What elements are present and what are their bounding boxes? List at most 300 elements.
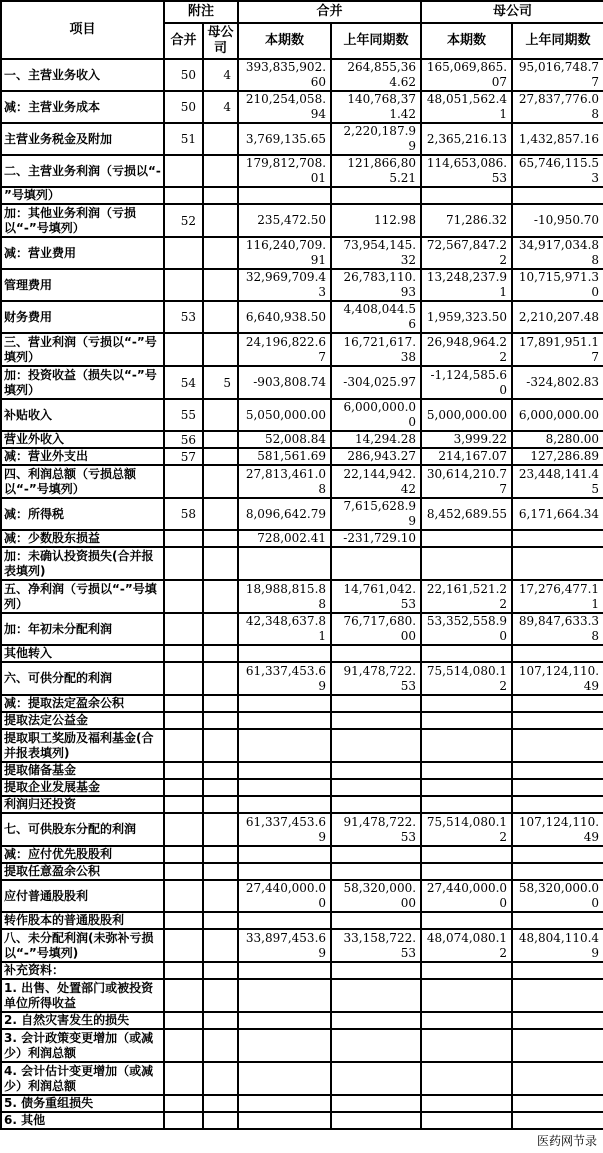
consolidated-prior-cell bbox=[331, 1029, 421, 1062]
parent-current-cell bbox=[421, 530, 512, 547]
parent-current-cell bbox=[421, 1095, 512, 1112]
table-row bbox=[1, 929, 603, 962]
consolidated-current-cell: 61,337,453.69 bbox=[238, 662, 331, 695]
parent-current-cell: 165,069,865.07 bbox=[421, 59, 512, 91]
note-consolidated-cell bbox=[164, 880, 203, 912]
note-consolidated-cell bbox=[164, 465, 203, 498]
row-label: 减：营业外支出 bbox=[1, 448, 164, 465]
parent-prior-cell: 17,276,477.11 bbox=[512, 580, 603, 613]
row-label: 3. 会计政策变更增加（或减少）利润总额 bbox=[1, 1029, 164, 1062]
note-consolidated-cell bbox=[164, 762, 203, 779]
consolidated-prior-cell bbox=[331, 1012, 421, 1029]
table-row bbox=[1, 712, 603, 729]
note-parent-cell bbox=[203, 880, 238, 912]
row-label: ”号填列） bbox=[1, 187, 164, 204]
parent-prior-cell bbox=[512, 530, 603, 547]
table-row bbox=[1, 962, 603, 979]
parent-prior-cell bbox=[512, 1095, 603, 1112]
col-header-parent: 母公司 bbox=[421, 1, 603, 23]
consolidated-prior-cell bbox=[331, 779, 421, 796]
row-label: 营业外收入 bbox=[1, 431, 164, 448]
note-consolidated-cell bbox=[164, 1062, 203, 1095]
row-label: 减：提取法定盈余公积 bbox=[1, 695, 164, 712]
parent-prior-cell: 10,715,971.30 bbox=[512, 269, 603, 301]
row-label: 财务费用 bbox=[1, 301, 164, 333]
table-row bbox=[1, 863, 603, 880]
consolidated-current-cell: 33,897,453.69 bbox=[238, 929, 331, 962]
note-consolidated-cell bbox=[164, 662, 203, 695]
consolidated-prior-cell: 121,866,805.21 bbox=[331, 155, 421, 187]
row-label: 4. 会计估计变更增加（或减少）利润总额 bbox=[1, 1062, 164, 1095]
col-header-note-parent: 母公司 bbox=[203, 23, 238, 59]
parent-prior-cell: 27,837,776.08 bbox=[512, 91, 603, 123]
parent-current-cell: 3,999.22 bbox=[421, 431, 512, 448]
parent-prior-cell: 34,917,034.88 bbox=[512, 237, 603, 269]
parent-prior-cell bbox=[512, 645, 603, 662]
parent-prior-cell: -324,802.83 bbox=[512, 366, 603, 399]
consolidated-current-cell bbox=[238, 962, 331, 979]
consolidated-current-cell: 8,096,642.79 bbox=[238, 498, 331, 530]
parent-prior-cell: 2,210,207.48 bbox=[512, 301, 603, 333]
note-consolidated-cell bbox=[164, 712, 203, 729]
parent-current-cell bbox=[421, 1112, 512, 1129]
parent-current-cell bbox=[421, 962, 512, 979]
note-consolidated-cell: 56 bbox=[164, 431, 203, 448]
note-consolidated-cell: 54 bbox=[164, 366, 203, 399]
parent-prior-cell bbox=[512, 547, 603, 580]
parent-prior-cell: 1,432,857.16 bbox=[512, 123, 603, 155]
parent-current-cell bbox=[421, 187, 512, 204]
note-parent-cell bbox=[203, 1062, 238, 1095]
parent-current-cell: 1,959,323.50 bbox=[421, 301, 512, 333]
parent-prior-cell bbox=[512, 912, 603, 929]
table-row bbox=[1, 431, 603, 448]
table-row bbox=[1, 613, 603, 645]
consolidated-prior-cell bbox=[331, 547, 421, 580]
consolidated-prior-cell: 76,717,680.00 bbox=[331, 613, 421, 645]
parent-current-cell bbox=[421, 863, 512, 880]
parent-prior-cell: 8,280.00 bbox=[512, 431, 603, 448]
row-label: 四、利润总额（亏损总额以“-”号填列） bbox=[1, 465, 164, 498]
table-row bbox=[1, 399, 603, 431]
note-parent-cell bbox=[203, 547, 238, 580]
row-label: 六、可供分配的利润 bbox=[1, 662, 164, 695]
consolidated-prior-cell: 73,954,145.32 bbox=[331, 237, 421, 269]
consolidated-prior-cell bbox=[331, 863, 421, 880]
parent-prior-cell: 58,320,000.00 bbox=[512, 880, 603, 912]
consolidated-current-cell: 210,254,058.94 bbox=[238, 91, 331, 123]
consolidated-current-cell: 3,769,135.65 bbox=[238, 123, 331, 155]
header-row-groups bbox=[1, 1, 603, 23]
note-consolidated-cell bbox=[164, 912, 203, 929]
note-consolidated-cell bbox=[164, 155, 203, 187]
parent-current-cell bbox=[421, 712, 512, 729]
consolidated-prior-cell bbox=[331, 187, 421, 204]
parent-prior-cell bbox=[512, 729, 603, 762]
parent-current-cell: 72,567,847.22 bbox=[421, 237, 512, 269]
table-row bbox=[1, 301, 603, 333]
note-consolidated-cell bbox=[164, 333, 203, 366]
note-parent-cell bbox=[203, 662, 238, 695]
consolidated-prior-cell: -304,025.97 bbox=[331, 366, 421, 399]
col-header-note-consolidated: 合并 bbox=[164, 23, 203, 59]
consolidated-prior-cell bbox=[331, 1062, 421, 1095]
note-parent-cell bbox=[203, 155, 238, 187]
note-parent-cell bbox=[203, 729, 238, 762]
consolidated-current-cell bbox=[238, 712, 331, 729]
consolidated-current-cell bbox=[238, 846, 331, 863]
table-body bbox=[1, 59, 603, 1129]
table-row bbox=[1, 695, 603, 712]
note-parent-cell bbox=[203, 979, 238, 1012]
table-row bbox=[1, 779, 603, 796]
consolidated-prior-cell: 26,783,110.93 bbox=[331, 269, 421, 301]
row-label: 减：所得税 bbox=[1, 498, 164, 530]
note-parent-cell bbox=[203, 448, 238, 465]
consolidated-current-cell bbox=[238, 979, 331, 1012]
row-label: 补充资料： bbox=[1, 962, 164, 979]
note-parent-cell bbox=[203, 269, 238, 301]
consolidated-current-cell bbox=[238, 1012, 331, 1029]
parent-prior-cell: 6,171,664.34 bbox=[512, 498, 603, 530]
row-label: 五、净利润（亏损以“-”号填列） bbox=[1, 580, 164, 613]
parent-current-cell bbox=[421, 779, 512, 796]
row-label: 提取任意盈余公积 bbox=[1, 863, 164, 880]
row-label: 提取法定公益金 bbox=[1, 712, 164, 729]
table-row bbox=[1, 333, 603, 366]
row-label: 提取储备基金 bbox=[1, 762, 164, 779]
consolidated-prior-cell: 6,000,000.00 bbox=[331, 399, 421, 431]
row-label: 6. 其他 bbox=[1, 1112, 164, 1129]
consolidated-prior-cell bbox=[331, 645, 421, 662]
row-label: 应付普通股股利 bbox=[1, 880, 164, 912]
col-header-consolidated-current: 本期数 bbox=[238, 23, 331, 59]
consolidated-current-cell bbox=[238, 187, 331, 204]
parent-prior-cell bbox=[512, 962, 603, 979]
table-row bbox=[1, 1112, 603, 1129]
note-parent-cell bbox=[203, 204, 238, 237]
consolidated-current-cell bbox=[238, 796, 331, 813]
note-parent-cell bbox=[203, 530, 238, 547]
note-consolidated-cell bbox=[164, 237, 203, 269]
note-consolidated-cell bbox=[164, 979, 203, 1012]
col-header-consolidated-prior: 上年同期数 bbox=[331, 23, 421, 59]
row-label: 加：其他业务利润（亏损以“-”号填列） bbox=[1, 204, 164, 237]
table-row bbox=[1, 59, 603, 91]
note-consolidated-cell: 51 bbox=[164, 123, 203, 155]
consolidated-prior-cell: 112.98 bbox=[331, 204, 421, 237]
note-consolidated-cell bbox=[164, 695, 203, 712]
parent-current-cell bbox=[421, 645, 512, 662]
note-consolidated-cell: 55 bbox=[164, 399, 203, 431]
parent-current-cell: -1,124,585.60 bbox=[421, 366, 512, 399]
col-header-parent-prior: 上年同期数 bbox=[512, 23, 603, 59]
row-label: 二、主营业务利润（亏损以“- bbox=[1, 155, 164, 187]
parent-prior-cell bbox=[512, 796, 603, 813]
row-label: 1. 出售、处置部门或被投资单位所得收益 bbox=[1, 979, 164, 1012]
note-consolidated-cell bbox=[164, 929, 203, 962]
parent-prior-cell bbox=[512, 1029, 603, 1062]
table-row bbox=[1, 187, 603, 204]
row-label: 提取职工奖励及福利基金(合并报表填列) bbox=[1, 729, 164, 762]
consolidated-current-cell bbox=[238, 762, 331, 779]
consolidated-current-cell: 235,472.50 bbox=[238, 204, 331, 237]
parent-prior-cell bbox=[512, 712, 603, 729]
note-consolidated-cell bbox=[164, 962, 203, 979]
consolidated-current-cell: 61,337,453.69 bbox=[238, 813, 331, 846]
table-row bbox=[1, 204, 603, 237]
note-consolidated-cell bbox=[164, 1095, 203, 1112]
consolidated-current-cell: 18,988,815.88 bbox=[238, 580, 331, 613]
parent-current-cell bbox=[421, 1029, 512, 1062]
note-consolidated-cell bbox=[164, 1029, 203, 1062]
note-parent-cell: 5 bbox=[203, 366, 238, 399]
consolidated-current-cell: -903,808.74 bbox=[238, 366, 331, 399]
note-parent-cell bbox=[203, 123, 238, 155]
parent-current-cell bbox=[421, 1062, 512, 1095]
note-consolidated-cell bbox=[164, 547, 203, 580]
parent-current-cell: 26,948,964.22 bbox=[421, 333, 512, 366]
parent-current-cell bbox=[421, 912, 512, 929]
consolidated-current-cell bbox=[238, 779, 331, 796]
note-consolidated-cell: 52 bbox=[164, 204, 203, 237]
consolidated-prior-cell bbox=[331, 695, 421, 712]
note-consolidated-cell bbox=[164, 1112, 203, 1129]
note-consolidated-cell: 50 bbox=[164, 91, 203, 123]
note-consolidated-cell: 50 bbox=[164, 59, 203, 91]
parent-current-cell: 114,653,086.53 bbox=[421, 155, 512, 187]
table-row bbox=[1, 530, 603, 547]
note-parent-cell bbox=[203, 645, 238, 662]
consolidated-prior-cell bbox=[331, 962, 421, 979]
table-row bbox=[1, 237, 603, 269]
parent-current-cell: 53,352,558.90 bbox=[421, 613, 512, 645]
consolidated-prior-cell bbox=[331, 762, 421, 779]
parent-prior-cell: 17,891,951.17 bbox=[512, 333, 603, 366]
table-row bbox=[1, 580, 603, 613]
consolidated-prior-cell: 91,478,722.53 bbox=[331, 813, 421, 846]
parent-prior-cell bbox=[512, 762, 603, 779]
consolidated-current-cell: 728,002.41 bbox=[238, 530, 331, 547]
note-parent-cell bbox=[203, 465, 238, 498]
parent-prior-cell: 107,124,110.49 bbox=[512, 662, 603, 695]
consolidated-current-cell bbox=[238, 1062, 331, 1095]
col-header-consolidated: 合并 bbox=[238, 1, 421, 23]
table-row bbox=[1, 880, 603, 912]
note-consolidated-cell bbox=[164, 580, 203, 613]
table-row bbox=[1, 547, 603, 580]
parent-prior-cell bbox=[512, 695, 603, 712]
row-label: 八、未分配利润(未弥补亏损以“-”号填列) bbox=[1, 929, 164, 962]
note-parent-cell bbox=[203, 613, 238, 645]
note-parent-cell bbox=[203, 1012, 238, 1029]
parent-prior-cell: 48,804,110.49 bbox=[512, 929, 603, 962]
consolidated-prior-cell: 33,158,722.53 bbox=[331, 929, 421, 962]
row-label: 减：应付优先股股利 bbox=[1, 846, 164, 863]
parent-prior-cell bbox=[512, 1012, 603, 1029]
table-row bbox=[1, 123, 603, 155]
parent-current-cell: 48,074,080.12 bbox=[421, 929, 512, 962]
parent-current-cell bbox=[421, 729, 512, 762]
note-parent-cell bbox=[203, 1029, 238, 1062]
note-parent-cell bbox=[203, 498, 238, 530]
consolidated-current-cell bbox=[238, 1095, 331, 1112]
parent-prior-cell: 89,847,633.38 bbox=[512, 613, 603, 645]
row-label: 转作股本的普通股股利 bbox=[1, 912, 164, 929]
row-label: 提取企业发展基金 bbox=[1, 779, 164, 796]
row-label: 三、营业利润（亏损以“-”号填列） bbox=[1, 333, 164, 366]
table-row bbox=[1, 846, 603, 863]
consolidated-current-cell: 27,440,000.00 bbox=[238, 880, 331, 912]
parent-prior-cell bbox=[512, 779, 603, 796]
row-label: 减：营业费用 bbox=[1, 237, 164, 269]
consolidated-prior-cell: 16,721,617.38 bbox=[331, 333, 421, 366]
note-parent-cell bbox=[203, 762, 238, 779]
note-consolidated-cell bbox=[164, 187, 203, 204]
table-row bbox=[1, 448, 603, 465]
note-parent-cell bbox=[203, 863, 238, 880]
table-row bbox=[1, 1012, 603, 1029]
note-parent-cell: 4 bbox=[203, 59, 238, 91]
note-consolidated-cell: 57 bbox=[164, 448, 203, 465]
parent-current-cell: 71,286.32 bbox=[421, 204, 512, 237]
parent-prior-cell: 107,124,110.49 bbox=[512, 813, 603, 846]
table-row bbox=[1, 729, 603, 762]
parent-current-cell: 5,000,000.00 bbox=[421, 399, 512, 431]
parent-current-cell: 8,452,689.55 bbox=[421, 498, 512, 530]
note-parent-cell bbox=[203, 399, 238, 431]
consolidated-prior-cell: 264,855,364.62 bbox=[331, 59, 421, 91]
note-parent-cell bbox=[203, 695, 238, 712]
row-label: 一、主营业务收入 bbox=[1, 59, 164, 91]
note-parent-cell bbox=[203, 796, 238, 813]
row-label: 主营业务税金及附加 bbox=[1, 123, 164, 155]
col-header-notes: 附注 bbox=[164, 1, 238, 23]
consolidated-prior-cell bbox=[331, 712, 421, 729]
note-parent-cell bbox=[203, 333, 238, 366]
note-parent-cell bbox=[203, 237, 238, 269]
parent-prior-cell bbox=[512, 846, 603, 863]
parent-prior-cell: 95,016,748.77 bbox=[512, 59, 603, 91]
note-parent-cell bbox=[203, 929, 238, 962]
consolidated-current-cell: 42,348,637.81 bbox=[238, 613, 331, 645]
consolidated-prior-cell: 140,768,371.42 bbox=[331, 91, 421, 123]
note-parent-cell bbox=[203, 431, 238, 448]
consolidated-prior-cell: 2,220,187.99 bbox=[331, 123, 421, 155]
parent-current-cell bbox=[421, 762, 512, 779]
row-label: 利润归还投资 bbox=[1, 796, 164, 813]
consolidated-current-cell bbox=[238, 695, 331, 712]
table-row bbox=[1, 762, 603, 779]
parent-current-cell bbox=[421, 979, 512, 1012]
consolidated-current-cell bbox=[238, 1029, 331, 1062]
consolidated-current-cell bbox=[238, 863, 331, 880]
consolidated-prior-cell bbox=[331, 912, 421, 929]
consolidated-prior-cell: 14,294.28 bbox=[331, 431, 421, 448]
note-parent-cell bbox=[203, 1095, 238, 1112]
parent-current-cell: 27,440,000.00 bbox=[421, 880, 512, 912]
note-consolidated-cell bbox=[164, 729, 203, 762]
consolidated-current-cell: 5,050,000.00 bbox=[238, 399, 331, 431]
parent-prior-cell: 127,286.89 bbox=[512, 448, 603, 465]
table-row bbox=[1, 662, 603, 695]
note-consolidated-cell bbox=[164, 813, 203, 846]
table-row bbox=[1, 979, 603, 1012]
col-header-parent-current: 本期数 bbox=[421, 23, 512, 59]
note-consolidated-cell: 53 bbox=[164, 301, 203, 333]
consolidated-current-cell: 393,835,902.60 bbox=[238, 59, 331, 91]
consolidated-current-cell: 27,813,461.08 bbox=[238, 465, 331, 498]
consolidated-prior-cell bbox=[331, 796, 421, 813]
consolidated-prior-cell bbox=[331, 846, 421, 863]
note-parent-cell bbox=[203, 580, 238, 613]
note-consolidated-cell bbox=[164, 269, 203, 301]
parent-prior-cell bbox=[512, 187, 603, 204]
consolidated-prior-cell: 7,615,628.99 bbox=[331, 498, 421, 530]
note-consolidated-cell: 58 bbox=[164, 498, 203, 530]
note-parent-cell bbox=[203, 712, 238, 729]
parent-current-cell: 22,161,521.22 bbox=[421, 580, 512, 613]
consolidated-current-cell bbox=[238, 645, 331, 662]
table-row bbox=[1, 155, 603, 187]
note-parent-cell bbox=[203, 912, 238, 929]
col-header-item: 项目 bbox=[1, 1, 164, 59]
note-consolidated-cell bbox=[164, 613, 203, 645]
note-parent-cell bbox=[203, 1112, 238, 1129]
consolidated-prior-cell: 286,943.27 bbox=[331, 448, 421, 465]
note-parent-cell bbox=[203, 962, 238, 979]
row-label: 加：年初未分配利润 bbox=[1, 613, 164, 645]
parent-current-cell bbox=[421, 695, 512, 712]
consolidated-current-cell bbox=[238, 547, 331, 580]
parent-current-cell: 48,051,562.41 bbox=[421, 91, 512, 123]
table-row bbox=[1, 465, 603, 498]
parent-current-cell: 30,614,210.77 bbox=[421, 465, 512, 498]
consolidated-prior-cell: -231,729.10 bbox=[331, 530, 421, 547]
row-label: 减：少数股东损益 bbox=[1, 530, 164, 547]
consolidated-prior-cell: 58,320,000.00 bbox=[331, 880, 421, 912]
row-label: 减：主营业务成本 bbox=[1, 91, 164, 123]
note-consolidated-cell bbox=[164, 1012, 203, 1029]
row-label: 2. 自然灾害发生的损失 bbox=[1, 1012, 164, 1029]
table-row bbox=[1, 1095, 603, 1112]
consolidated-prior-cell: 14,761,042.53 bbox=[331, 580, 421, 613]
note-parent-cell: 4 bbox=[203, 91, 238, 123]
note-consolidated-cell bbox=[164, 796, 203, 813]
consolidated-current-cell: 6,640,938.50 bbox=[238, 301, 331, 333]
row-label: 管理费用 bbox=[1, 269, 164, 301]
consolidated-current-cell bbox=[238, 912, 331, 929]
parent-current-cell: 214,167.07 bbox=[421, 448, 512, 465]
parent-prior-cell: 6,000,000.00 bbox=[512, 399, 603, 431]
table-row bbox=[1, 1029, 603, 1062]
consolidated-current-cell: 52,008.84 bbox=[238, 431, 331, 448]
consolidated-current-cell bbox=[238, 1112, 331, 1129]
row-label: 补贴收入 bbox=[1, 399, 164, 431]
consolidated-current-cell: 24,196,822.67 bbox=[238, 333, 331, 366]
parent-current-cell: 75,514,080.12 bbox=[421, 662, 512, 695]
consolidated-prior-cell bbox=[331, 729, 421, 762]
consolidated-prior-cell bbox=[331, 1112, 421, 1129]
table-row bbox=[1, 91, 603, 123]
table-row bbox=[1, 813, 603, 846]
parent-current-cell bbox=[421, 1012, 512, 1029]
parent-prior-cell: -10,950.70 bbox=[512, 204, 603, 237]
parent-prior-cell bbox=[512, 1062, 603, 1095]
consolidated-prior-cell: 4,408,044.56 bbox=[331, 301, 421, 333]
parent-prior-cell: 65,746,115.53 bbox=[512, 155, 603, 187]
parent-prior-cell bbox=[512, 1112, 603, 1129]
